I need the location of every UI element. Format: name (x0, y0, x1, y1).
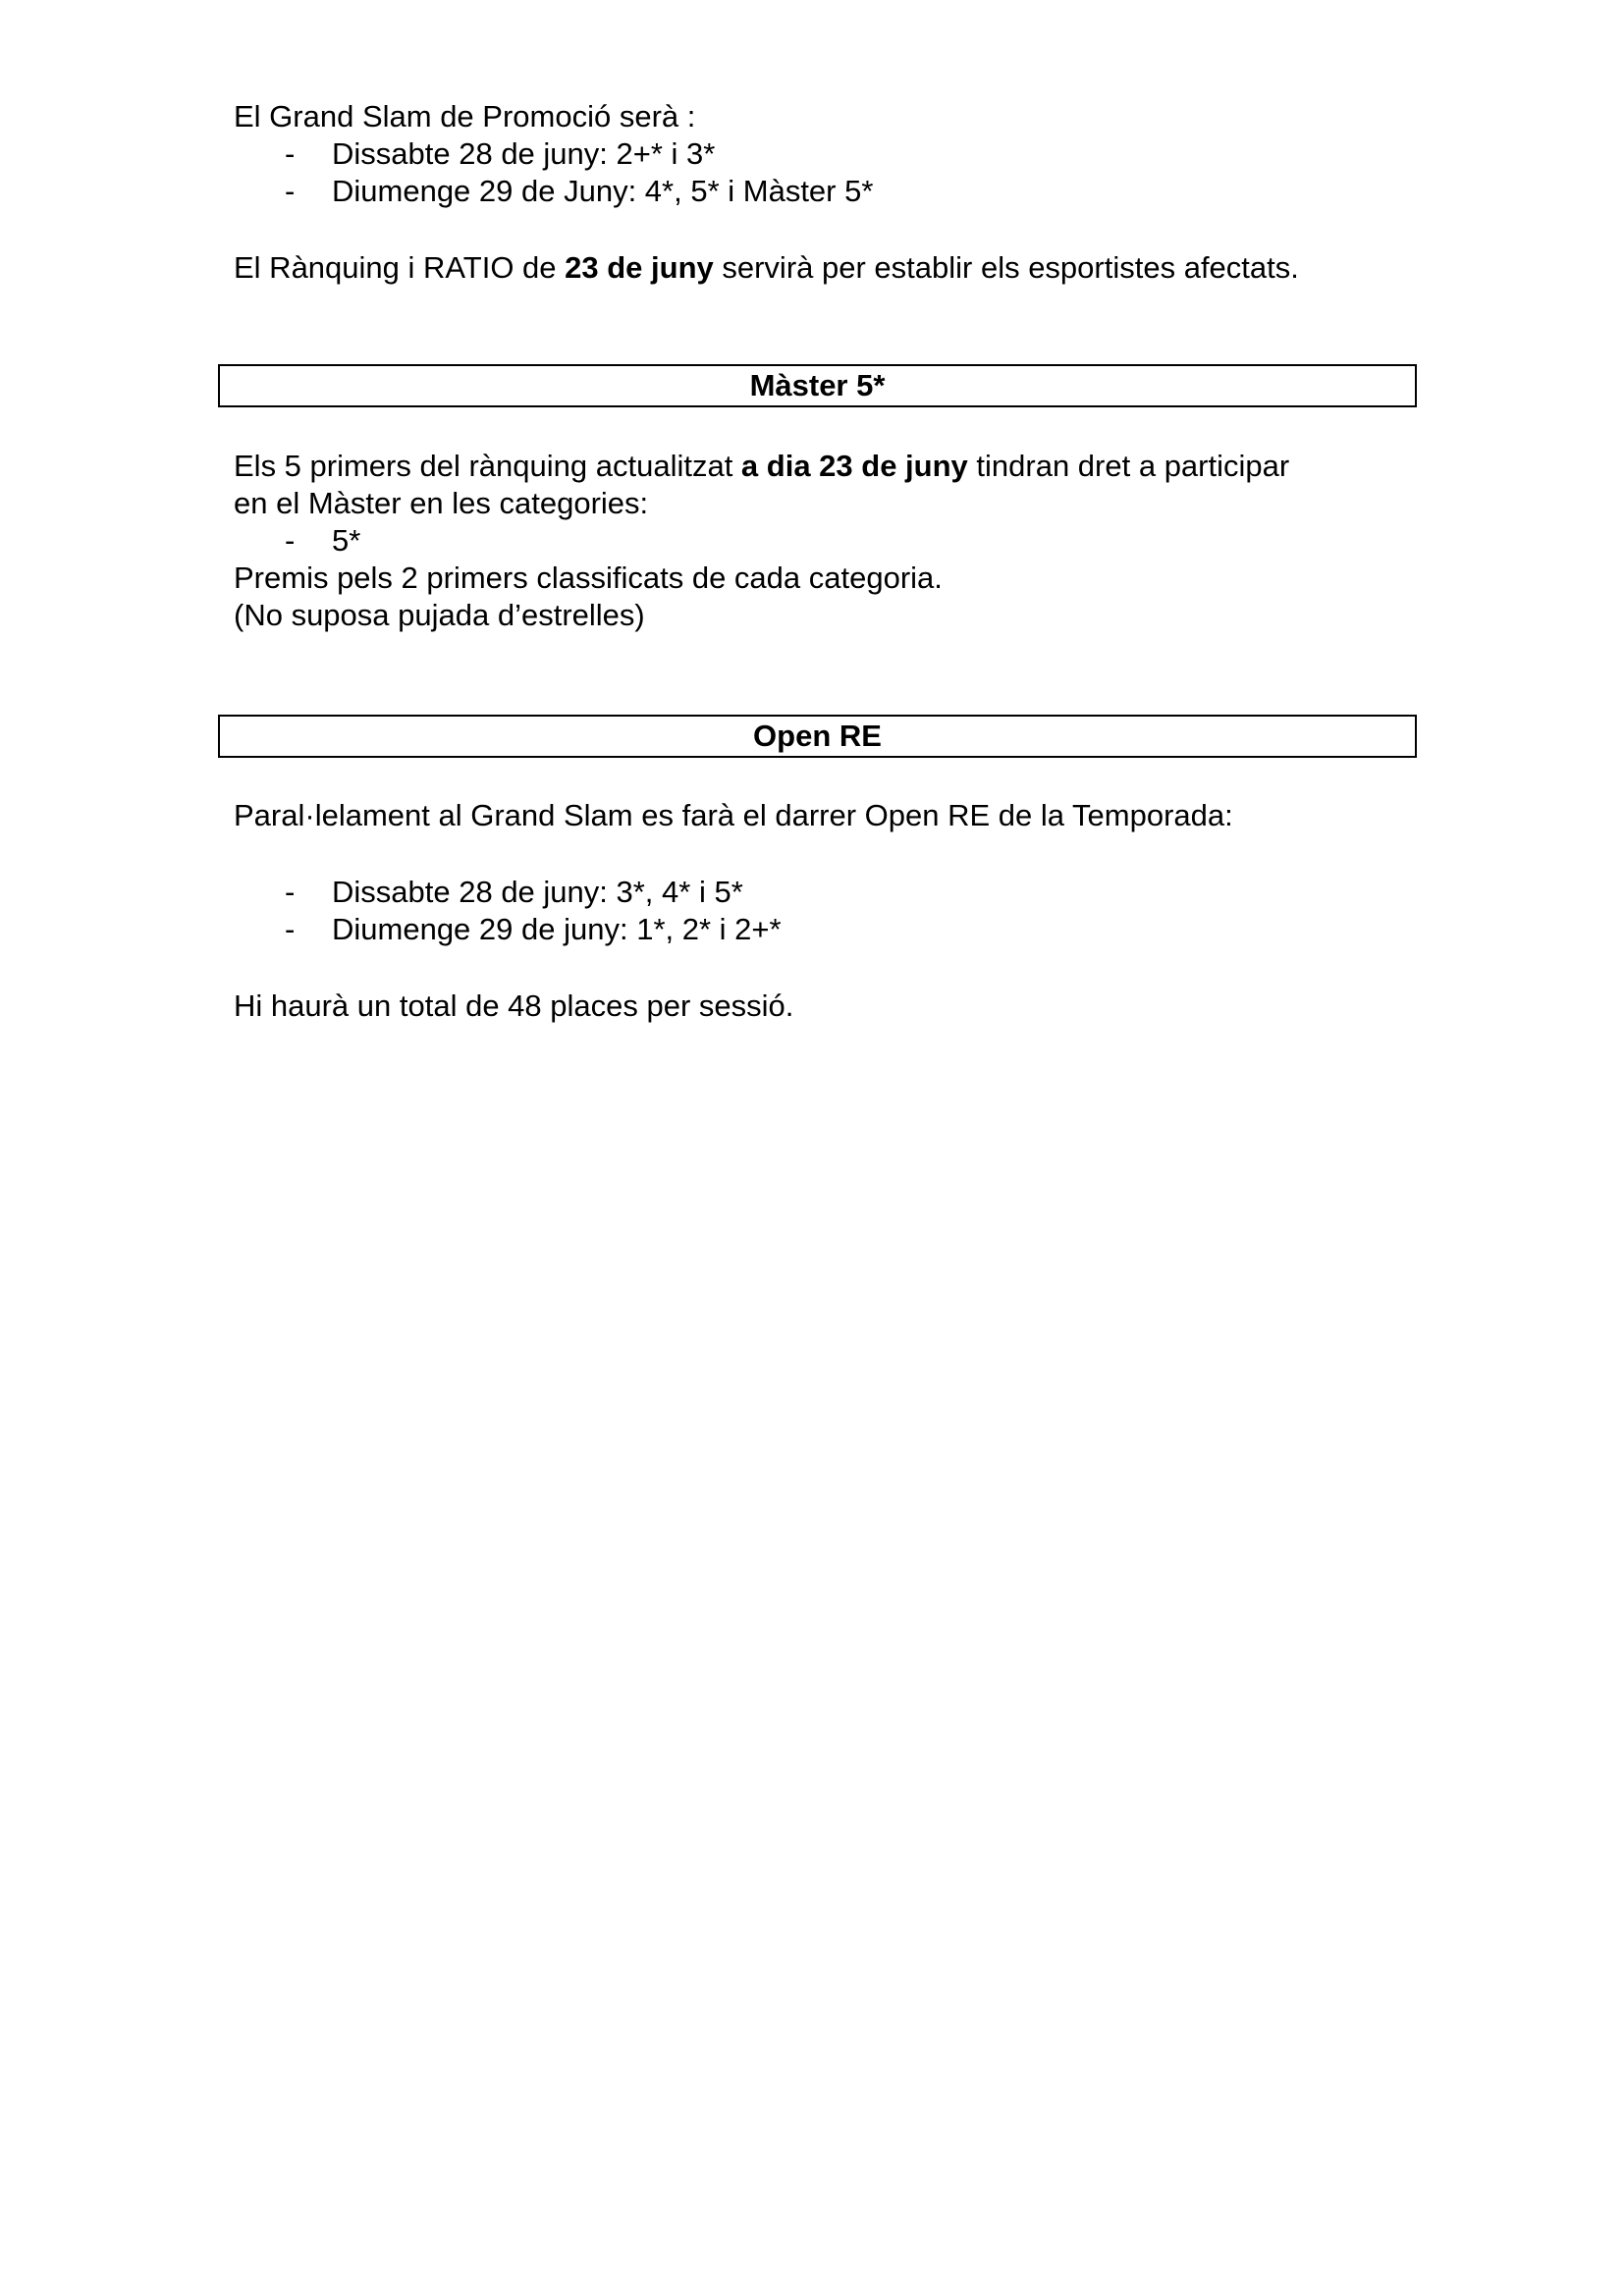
master-text-pre: Els 5 primers del rànquing actualitzat (234, 449, 741, 483)
list-dash: - (285, 174, 296, 208)
list-item (234, 135, 1422, 173)
open-section (234, 797, 1422, 834)
list-item (234, 911, 1422, 948)
master-date: a dia 23 de juny (740, 449, 968, 483)
list-item-text: Diumenge 29 de Juny: 4*, 5* i Màster 5* (332, 174, 874, 208)
master-heading: Màster 5* (749, 368, 886, 402)
list-item-text: Diumenge 29 de juny: 1*, 2* i 2+* (332, 912, 782, 946)
places-text: Hi haurà un total de 48 places per sessió. (234, 988, 794, 1023)
open-list (234, 874, 1422, 948)
list-dash: - (285, 523, 296, 558)
list-dash: - (285, 875, 296, 909)
list-item-text: Dissabte 28 de juny: 3*, 4* i 5* (332, 875, 743, 909)
master-section (234, 448, 1422, 634)
ranking-text-post: servirà per establir els esportistes afectats. (713, 250, 1299, 285)
list-dash: - (285, 136, 296, 171)
list-item (234, 874, 1422, 911)
open-heading: Open RE (753, 719, 882, 753)
list-item-text: Dissabte 28 de juny: 2+* i 3* (332, 136, 716, 171)
master-prizes: Premis pels 2 primers classificats de cada categoria. (234, 561, 943, 595)
master-line2: en el Màster en les categories: (234, 486, 649, 520)
open-places (234, 988, 1422, 1025)
ranking-text-pre: El Rànquing i RATIO de (234, 250, 566, 285)
list-item (234, 522, 1422, 560)
ranking-date: 23 de juny (565, 250, 714, 285)
master-text-post: tindran dret a participar (967, 449, 1290, 483)
list-dash: - (285, 912, 296, 946)
ranking-paragraph (234, 249, 1422, 287)
grand-slam-intro: El Grand Slam de Promoció serà : (234, 99, 696, 133)
master-heading-box (218, 364, 1417, 407)
open-heading-box (218, 715, 1417, 758)
open-intro: Paral·lelament al Grand Slam es farà el darrer Open RE de la Temporada: (234, 798, 1233, 832)
grand-slam-section (234, 98, 1422, 210)
list-item (234, 173, 1422, 210)
list-item-text: 5* (332, 523, 361, 558)
master-note: (No suposa pujada d’estrelles) (234, 598, 645, 632)
